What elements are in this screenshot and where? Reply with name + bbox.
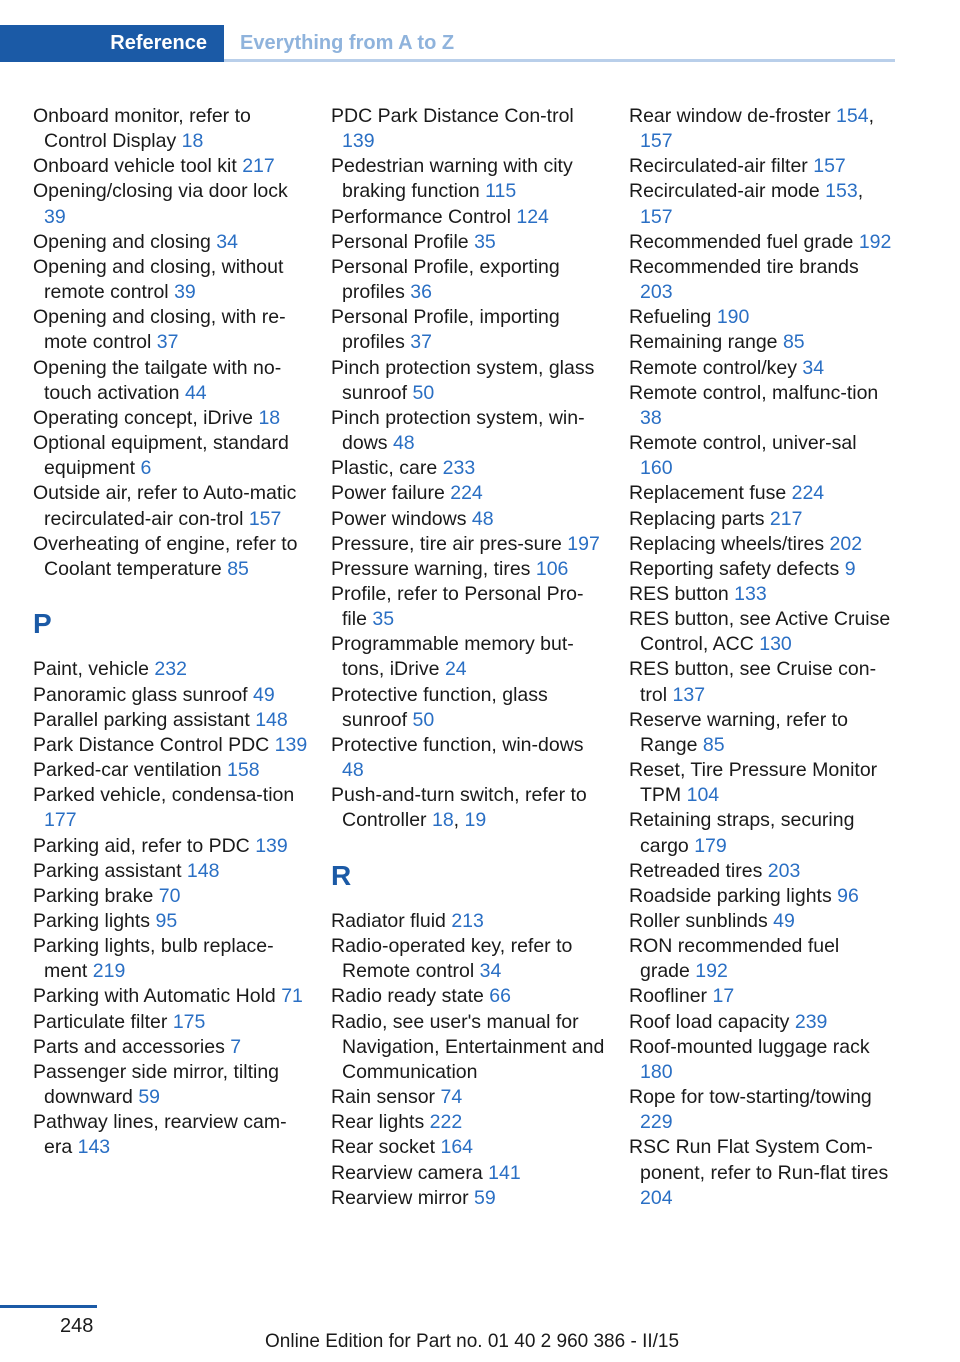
entry-term: Parking with Automatic Hold bbox=[33, 985, 276, 1008]
section-letter: R bbox=[331, 859, 352, 891]
entry-term: Roller sunblinds bbox=[629, 910, 768, 932]
index-entry: Recirculated-air mode 153, 157 bbox=[629, 180, 864, 228]
footer-rule bbox=[0, 1305, 97, 1308]
index-entry bbox=[629, 507, 894, 532]
page-link[interactable]: 85 bbox=[227, 557, 249, 580]
entry-term: Parking lights, bulb replace‐ment bbox=[33, 935, 274, 983]
entry-term: Onboard monitor, refer to Control Display bbox=[33, 105, 251, 153]
entry-term: Opening and closing bbox=[33, 230, 211, 253]
entry-term: Pinch protection system, glass sunroof bbox=[331, 356, 595, 404]
index-entry bbox=[629, 984, 894, 1009]
page-link[interactable]: 34 bbox=[802, 356, 825, 379]
entry-term: Personal Profile bbox=[331, 230, 469, 253]
index-entry bbox=[331, 683, 606, 733]
entry-term: Opening/closing via door lock bbox=[33, 180, 288, 203]
entry-term: Programmable memory but‐tons, iDrive bbox=[331, 633, 574, 681]
page-link[interactable]: 35 bbox=[372, 608, 395, 631]
index-entry bbox=[33, 230, 308, 255]
page-link[interactable]: 192 bbox=[695, 960, 728, 983]
index-entry bbox=[33, 934, 308, 984]
entry-term: Reset, Tire Pressure Monitor TPM bbox=[629, 759, 878, 807]
index-entry bbox=[331, 406, 606, 456]
page-link[interactable]: 204 bbox=[640, 1186, 673, 1209]
page-link[interactable]: 66 bbox=[489, 985, 511, 1008]
page-link[interactable]: 157 bbox=[248, 507, 282, 530]
entry-term: Radio, see user's manual for Navigation, Entertainment and Communication bbox=[331, 1010, 605, 1083]
index-entry bbox=[629, 381, 894, 431]
page-link[interactable]: 85 bbox=[782, 331, 805, 354]
index-entry bbox=[331, 205, 606, 230]
page-link[interactable]: 158 bbox=[227, 759, 260, 782]
page-link[interactable]: 34 bbox=[216, 230, 238, 253]
page-link[interactable]: 18 bbox=[181, 130, 204, 153]
index-entry bbox=[33, 154, 308, 179]
index-entry bbox=[629, 708, 894, 758]
index-entry bbox=[331, 481, 606, 506]
index-entry bbox=[629, 255, 894, 305]
index-entry bbox=[33, 305, 308, 355]
index-entry bbox=[33, 683, 308, 708]
entry-term: Retreaded tires bbox=[629, 859, 763, 882]
page-link[interactable]: 179 bbox=[694, 834, 727, 857]
entry-term: Rear socket bbox=[331, 1136, 436, 1159]
entry-term: Onboard vehicle tool kit bbox=[33, 155, 237, 178]
entry-term: Roofliner bbox=[629, 985, 708, 1008]
index-entry bbox=[33, 708, 308, 733]
index-entry bbox=[331, 1161, 606, 1186]
entry-term: RES button, see Cruise con‐trol bbox=[629, 658, 877, 706]
page-link[interactable]: 24 bbox=[444, 658, 467, 681]
entry-term: Parallel parking assistant bbox=[33, 708, 250, 731]
entry-term: RSC Run Flat System Com‐ponent, refer to Run-flat tires bbox=[629, 1136, 889, 1184]
page-link[interactable]: 137 bbox=[672, 683, 706, 706]
index-entry bbox=[33, 758, 308, 783]
page-link[interactable]: 192 bbox=[858, 230, 892, 253]
page-link[interactable]: 164 bbox=[440, 1136, 474, 1159]
page-link[interactable]: 154 bbox=[836, 105, 869, 127]
entry-term: Power failure bbox=[331, 482, 445, 505]
page-link[interactable]: 157 bbox=[640, 205, 673, 228]
entry-term: Paint, vehicle bbox=[33, 658, 149, 681]
index-entry bbox=[33, 657, 308, 682]
entry-term: Radio ready state bbox=[331, 985, 484, 1008]
index-entry bbox=[331, 1085, 606, 1110]
index-entry: Rear window de‐froster 154, 157 bbox=[629, 105, 874, 153]
entry-term: Particulate filter bbox=[33, 1010, 168, 1033]
entry-term: Parked-car ventilation bbox=[33, 759, 222, 782]
index-entry bbox=[33, 884, 308, 909]
entry-term: Radio-operated key, refer to Remote control bbox=[331, 935, 573, 983]
index-entry bbox=[629, 657, 894, 707]
entry-term: Pressure, tire air pres‐sure bbox=[331, 532, 562, 555]
page-link[interactable]: 213 bbox=[451, 909, 484, 932]
page-link[interactable]: 217 bbox=[242, 155, 275, 178]
page-link[interactable]: 219 bbox=[92, 960, 126, 983]
page-link[interactable]: 217 bbox=[769, 507, 803, 530]
page-link[interactable]: 180 bbox=[640, 1060, 673, 1083]
entry-term: Rearview mirror bbox=[331, 1186, 469, 1209]
index-entry bbox=[331, 456, 606, 481]
index-entry bbox=[331, 632, 606, 682]
entry-term: Opening the tailgate with no-touch activation bbox=[33, 356, 282, 404]
page-header bbox=[0, 25, 895, 62]
index-entry bbox=[331, 1010, 606, 1085]
index-entry bbox=[331, 255, 606, 305]
entry-term: Optional equipment, standard equipment bbox=[33, 432, 289, 480]
entry-term: Opening and closing, with re‐mote control bbox=[33, 306, 286, 354]
entry-term: Rain sensor bbox=[331, 1086, 436, 1109]
index-entry bbox=[33, 783, 308, 833]
entry-term: Rope for tow-starting/towing bbox=[629, 1086, 872, 1109]
index-entry bbox=[629, 330, 894, 355]
index-entry bbox=[629, 305, 894, 330]
page-link[interactable]: 44 bbox=[184, 381, 207, 404]
page-link[interactable]: 49 bbox=[773, 910, 795, 932]
edition-note: Online Edition for Part no. 01 40 2 960 386 - II/15 bbox=[265, 1331, 680, 1352]
entry-term: Recommended fuel grade bbox=[629, 230, 854, 253]
page-link[interactable]: 35 bbox=[474, 230, 496, 253]
page-link[interactable]: 139 bbox=[274, 733, 308, 756]
index-entry bbox=[33, 431, 308, 481]
page-link[interactable]: 141 bbox=[488, 1161, 521, 1184]
entry-term: Passenger side mirror, tilting downward bbox=[33, 1060, 280, 1109]
page-link[interactable]: 37 bbox=[156, 331, 179, 354]
index-column-3 bbox=[629, 104, 894, 1211]
chapter-title: Everything from A to Z bbox=[240, 32, 455, 54]
page-link[interactable]: 203 bbox=[640, 281, 673, 304]
entry-term: Profile, refer to Personal Pro‐file bbox=[331, 582, 584, 631]
index-column-2 bbox=[331, 104, 606, 1211]
page-link[interactable]: 34 bbox=[479, 960, 502, 983]
index-entry bbox=[33, 481, 308, 531]
index-entry bbox=[629, 557, 894, 582]
index-entry bbox=[331, 104, 606, 154]
entry-term: Replacement fuse bbox=[629, 482, 787, 505]
entry-term: Overheating of engine, refer to Coolant temperature bbox=[33, 532, 298, 580]
index-entry bbox=[629, 1135, 894, 1210]
page-link[interactable]: 160 bbox=[640, 457, 673, 480]
index-entry bbox=[331, 1135, 606, 1160]
entry-term: Push-and-turn switch, refer to Controller bbox=[331, 784, 587, 832]
index-entry bbox=[331, 154, 606, 204]
index-entry bbox=[33, 1010, 308, 1035]
entry-term: Plastic, care bbox=[331, 457, 438, 480]
entry-term: Remote control, univer‐sal bbox=[629, 432, 857, 455]
index-entry bbox=[629, 909, 894, 934]
index-entry bbox=[33, 356, 308, 406]
page-link[interactable]: 157 bbox=[813, 155, 846, 178]
index-entry bbox=[331, 582, 606, 632]
page-link[interactable]: 48 bbox=[342, 759, 364, 782]
entry-term: Opening and closing, without remote control bbox=[33, 255, 284, 304]
index-entry bbox=[331, 733, 606, 783]
index-entry bbox=[629, 1085, 894, 1135]
entry-term: Roof load capacity bbox=[629, 1010, 790, 1033]
entry-term: Rearview camera bbox=[331, 1161, 483, 1184]
index-entry bbox=[33, 104, 308, 154]
index-entry bbox=[33, 1060, 308, 1110]
entry-term: Pinch protection system, win‐dows bbox=[331, 406, 585, 455]
page-link[interactable]: 59 bbox=[138, 1086, 161, 1109]
entry-term: Pathway lines, rearview cam‐era bbox=[33, 1111, 287, 1159]
page-link[interactable]: 203 bbox=[767, 859, 801, 882]
page-link[interactable]: 175 bbox=[172, 1010, 206, 1033]
index-entry bbox=[629, 808, 894, 858]
index-entry bbox=[629, 481, 894, 506]
index-entry bbox=[629, 1035, 894, 1085]
index-entry bbox=[629, 934, 894, 984]
index-entry bbox=[33, 733, 308, 758]
entry-term: Operating concept, iDrive bbox=[33, 406, 254, 429]
entry-term: RES button, see Active Cruise Control, ACC bbox=[629, 608, 891, 656]
entry-term: Retaining straps, securing cargo bbox=[629, 809, 855, 857]
entry-term: Roof-mounted luggage rack bbox=[629, 1035, 870, 1058]
entry-term: Pressure warning, tires bbox=[331, 557, 531, 580]
index-entry bbox=[629, 154, 894, 179]
index-entry bbox=[33, 984, 308, 1009]
index-entry: Push-and-turn switch, refer to Controller 18, 19 bbox=[331, 784, 587, 832]
index-entry bbox=[33, 1035, 308, 1060]
entry-term: Remote control/key bbox=[629, 356, 797, 379]
header-rule bbox=[224, 59, 895, 62]
index-entry bbox=[331, 909, 606, 934]
page-link[interactable]: 18 bbox=[431, 809, 454, 832]
page-link[interactable]: 48 bbox=[392, 432, 415, 455]
index-entry bbox=[331, 532, 606, 557]
page-link[interactable]: 143 bbox=[77, 1136, 111, 1159]
page-link[interactable]: 139 bbox=[342, 130, 375, 153]
page-link[interactable]: 232 bbox=[154, 658, 187, 681]
index-entry bbox=[33, 406, 308, 431]
entry-term: Remote control, malfunc‐tion bbox=[629, 381, 879, 404]
index-entry bbox=[629, 758, 894, 808]
page-link[interactable]: 39 bbox=[44, 205, 66, 228]
entry-term: Performance Control bbox=[331, 205, 511, 228]
entry-term: Radiator fluid bbox=[331, 909, 446, 932]
index-entry bbox=[33, 179, 308, 229]
page-link[interactable]: 115 bbox=[485, 180, 517, 203]
index-entry bbox=[33, 859, 308, 884]
entry-term: Panoramic glass sunroof bbox=[33, 683, 248, 706]
page-link[interactable]: 190 bbox=[716, 306, 750, 329]
entry-term: Parked vehicle, condensa‐tion bbox=[33, 784, 295, 807]
index-entry bbox=[629, 884, 894, 909]
entry-term: Recirculated-air filter bbox=[629, 155, 808, 178]
entry-term: Recommended tire brands bbox=[629, 255, 859, 278]
page-link[interactable]: 157 bbox=[640, 130, 673, 153]
entry-term: RES button bbox=[629, 582, 729, 605]
page-link[interactable]: 153 bbox=[825, 180, 858, 203]
page-link[interactable]: 19 bbox=[464, 809, 487, 832]
section-tab: Reference bbox=[0, 25, 224, 62]
index-entry bbox=[629, 356, 894, 381]
entry-term: Replacing parts bbox=[629, 507, 765, 530]
entry-term: Outside air, refer to Auto‐matic recirculated-air con‐trol bbox=[33, 482, 297, 530]
page-link[interactable]: 71 bbox=[281, 985, 303, 1008]
entry-term: Remaining range bbox=[629, 331, 778, 354]
index-entry bbox=[331, 1110, 606, 1135]
page-link[interactable]: 148 bbox=[186, 859, 220, 882]
entry-term: Rear lights bbox=[331, 1111, 425, 1134]
page-link[interactable]: 39 bbox=[174, 281, 196, 304]
section-letter: P bbox=[33, 607, 52, 639]
index-column-1 bbox=[33, 104, 308, 1161]
page-number: 248 bbox=[60, 1315, 94, 1337]
entry-term: Reserve warning, refer to Range bbox=[629, 708, 848, 756]
page-link[interactable]: 239 bbox=[794, 1010, 828, 1033]
page-link[interactable]: 70 bbox=[158, 884, 181, 907]
page-link[interactable]: 177 bbox=[44, 809, 77, 832]
page-link[interactable]: 222 bbox=[429, 1111, 463, 1134]
page-link[interactable]: 139 bbox=[255, 834, 288, 857]
page-link[interactable]: 130 bbox=[759, 633, 792, 656]
entry-term: Parking lights bbox=[33, 909, 151, 932]
page-link[interactable]: 224 bbox=[450, 482, 483, 505]
index-entry bbox=[33, 1110, 308, 1160]
entry-term: Protective function, glass sunroof bbox=[331, 683, 548, 731]
index-entry bbox=[629, 532, 894, 557]
page-link[interactable]: 6 bbox=[140, 457, 152, 480]
page-link[interactable]: 50 bbox=[412, 708, 435, 731]
page-link[interactable]: 49 bbox=[253, 683, 275, 706]
entry-term: RON recommended fuel grade bbox=[629, 935, 840, 983]
page-link[interactable]: 59 bbox=[474, 1186, 496, 1209]
entry-term: PDC Park Distance Con‐trol bbox=[331, 105, 574, 127]
index-entry bbox=[629, 1010, 894, 1035]
entry-term: Recirculated-air mode bbox=[629, 180, 820, 203]
entry-term: Parking assistant bbox=[33, 859, 182, 882]
entry-term: Parking aid, refer to PDC bbox=[33, 834, 250, 857]
index-entry bbox=[629, 431, 894, 481]
index-entry bbox=[629, 582, 894, 607]
page-link[interactable]: 224 bbox=[791, 482, 825, 505]
page-link[interactable]: 50 bbox=[412, 381, 435, 404]
page-link[interactable]: 133 bbox=[734, 582, 767, 605]
entry-term: Parking brake bbox=[33, 884, 154, 907]
page-link[interactable]: 197 bbox=[567, 532, 600, 555]
index-entry bbox=[331, 507, 606, 532]
entry-term: Replacing wheels/tires bbox=[629, 532, 825, 555]
page-link[interactable]: 148 bbox=[255, 708, 288, 731]
entry-term: Protective function, win‐dows bbox=[331, 733, 584, 756]
page-link[interactable]: 48 bbox=[471, 507, 494, 530]
page-link[interactable]: 37 bbox=[410, 331, 432, 354]
entry-term: Reporting safety defects bbox=[629, 557, 840, 580]
index-entry bbox=[331, 557, 606, 582]
index-entry bbox=[629, 607, 894, 657]
page-link[interactable]: 85 bbox=[702, 733, 725, 756]
page-link[interactable]: 36 bbox=[410, 281, 432, 304]
page-link[interactable]: 7 bbox=[230, 1035, 242, 1058]
page-link[interactable]: 202 bbox=[829, 532, 863, 555]
page-link[interactable]: 95 bbox=[155, 909, 178, 932]
index-entry bbox=[331, 1186, 606, 1211]
page-link[interactable]: 104 bbox=[686, 784, 720, 807]
entry-term: Personal Profile, exporting profiles bbox=[331, 255, 560, 304]
index-entry bbox=[33, 255, 308, 305]
entry-term: Parts and accessories bbox=[33, 1035, 225, 1058]
page-link[interactable]: 9 bbox=[844, 557, 856, 580]
index-entry bbox=[331, 230, 606, 255]
index-entry bbox=[629, 230, 894, 255]
entry-term: Personal Profile, importing profiles bbox=[331, 306, 560, 354]
index-entry bbox=[331, 305, 606, 355]
index-entry bbox=[629, 859, 894, 884]
page-link[interactable]: 96 bbox=[837, 884, 859, 907]
entry-term: Power windows bbox=[331, 507, 467, 530]
entry-term: Pedestrian warning with city braking function bbox=[331, 155, 573, 203]
page-link[interactable]: 229 bbox=[640, 1111, 673, 1134]
index-entry bbox=[331, 984, 606, 1009]
page-link[interactable]: 124 bbox=[516, 205, 549, 228]
index-entry bbox=[33, 532, 308, 582]
index-entry bbox=[33, 834, 308, 859]
page-link[interactable]: 106 bbox=[535, 557, 569, 580]
entry-term: Roadside parking lights bbox=[629, 884, 832, 907]
entry-term: Refueling bbox=[629, 306, 712, 329]
page-link[interactable]: 74 bbox=[440, 1086, 463, 1109]
index-entry bbox=[331, 356, 606, 406]
page-link[interactable]: 18 bbox=[258, 406, 281, 429]
page-link[interactable]: 17 bbox=[712, 985, 735, 1008]
entry-term: Park Distance Control PDC bbox=[33, 733, 270, 756]
index-entry bbox=[331, 934, 606, 984]
page-link[interactable]: 233 bbox=[442, 457, 476, 480]
entry-term: Rear window de‐froster bbox=[629, 105, 831, 127]
index-entry bbox=[33, 909, 308, 934]
page-link[interactable]: 38 bbox=[640, 406, 662, 429]
